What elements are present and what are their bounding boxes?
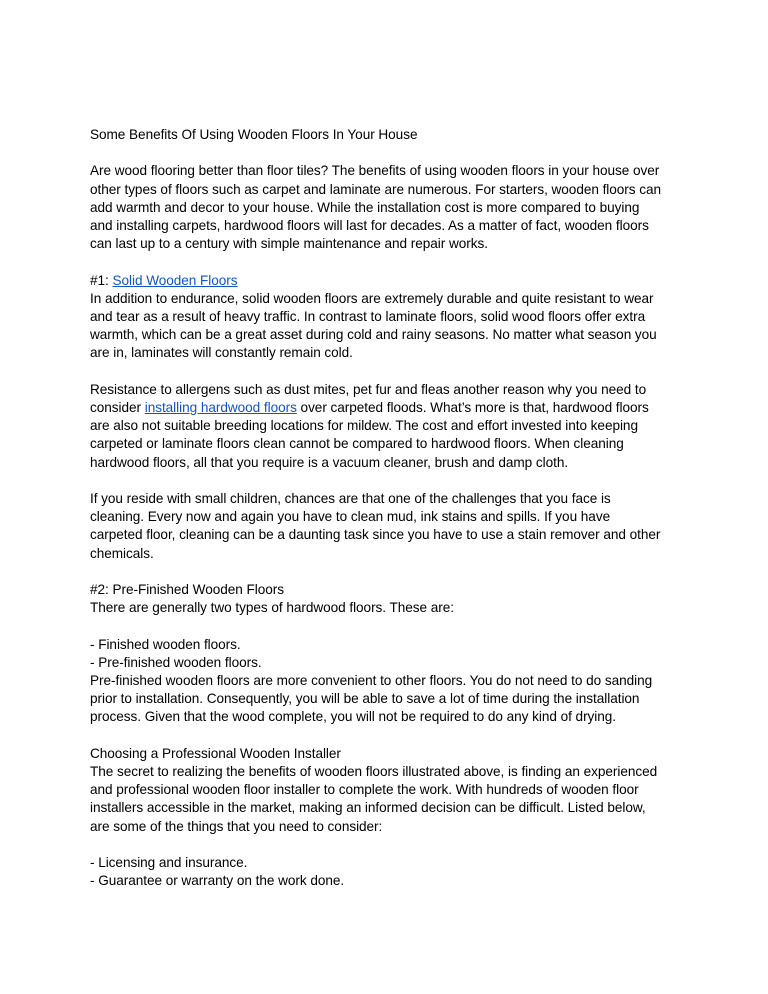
section1-p1-line: are in, laminates will constantly remain cold. bbox=[90, 345, 353, 361]
document-page bbox=[90, 126, 680, 890]
paragraph-gap bbox=[90, 363, 680, 381]
section2-p-line: process. Given that the wood complete, you will not be required to do any kind of drying. bbox=[90, 709, 617, 725]
section2-paragraph bbox=[90, 672, 680, 727]
section1-paragraph-3 bbox=[90, 490, 680, 563]
section1-p2-line: carpeted or laminate floors clean cannot be compared to hardwood floors. When cleaning bbox=[90, 436, 624, 452]
section2-heading: #2: Pre-Finished Wooden Floors bbox=[90, 582, 284, 597]
section3-p-line: The secret to realizing the benefits of wooden floors illustrated above, is finding an experienced bbox=[90, 764, 658, 779]
list-item: - Guarantee or warranty on the work done. bbox=[90, 873, 345, 889]
paragraph-gap bbox=[90, 253, 680, 271]
paragraph-gap bbox=[90, 472, 680, 490]
paragraph-gap bbox=[90, 144, 680, 162]
section2-p-line: prior to installation. Consequently, you will be able to save a lot of time during the installation bbox=[90, 691, 640, 707]
section1-p2-line: hardwood floors, all that you require is a vacuum cleaner, brush and damp cloth. bbox=[90, 454, 569, 470]
section2-p-line: Pre-finished wooden floors are more convenient to other floors. You do not need to do sanding bbox=[90, 673, 653, 688]
section1-heading bbox=[90, 272, 680, 290]
section3-heading: Choosing a Professional Wooden Installer bbox=[90, 745, 341, 761]
paragraph-gap bbox=[90, 617, 680, 635]
section1-p3-line: cleaning. Every now and again you have to clean mud, ink stains and spills. If you have bbox=[90, 509, 611, 525]
list-item: - Finished wooden floors. bbox=[90, 636, 241, 652]
intro-line: Are wood flooring better than floor tiles? The benefits of using wooden floors in your house over bbox=[90, 163, 660, 179]
paragraph-gap bbox=[90, 563, 680, 581]
intro-paragraph bbox=[90, 162, 680, 253]
section2-list bbox=[90, 636, 680, 672]
section1-p2-text-before-link: consider bbox=[90, 400, 145, 415]
document-title: Some Benefits Of Using Wooden Floors In Your House bbox=[90, 127, 418, 142]
section2-intro: There are generally two types of hardwood floors. These are: bbox=[90, 600, 454, 616]
intro-line: other types of floors such as carpet and laminate are numerous. For starters, wooden floors can bbox=[90, 181, 662, 197]
section1-p1-line: warmth, which can be a great asset during cold and rainy seasons. No matter what season you bbox=[90, 327, 657, 343]
section3-list bbox=[90, 854, 680, 890]
intro-line: can last up to a century with simple maintenance and repair works. bbox=[90, 236, 488, 252]
list-item: - Licensing and insurance. bbox=[90, 855, 248, 870]
intro-line: and installing carpets, hardwood floors will last for decades. As a matter of fact, wooden floors bbox=[90, 218, 649, 233]
solid-wooden-floors-link[interactable]: Solid Wooden Floors bbox=[112, 272, 238, 288]
section1-heading-prefix: #1: bbox=[90, 272, 113, 288]
section1-p2-line: are also not suitable breeding locations for mildew. The cost and effort invested into keeping bbox=[90, 418, 638, 434]
section1-p3-line: carpeted floor, cleaning can be a daunting task since you have to use a stain remover and other bbox=[90, 527, 661, 543]
section1-p3-line: chemicals. bbox=[90, 545, 154, 561]
section1-p3-line: If you reside with small children, chances are that one of the challenges that you face is bbox=[90, 491, 611, 506]
section1-p1-line: In addition to endurance, solid wooden floors are extremely durable and quite resistant to wear bbox=[90, 290, 654, 306]
paragraph-gap bbox=[90, 727, 680, 745]
section3-paragraph bbox=[90, 763, 680, 836]
section1-paragraph-2 bbox=[90, 381, 680, 472]
list-item: - Pre-finished wooden floors. bbox=[90, 654, 262, 670]
section3-p-line: are some of the things that you need to consider: bbox=[90, 818, 383, 834]
section3-p-line: and professional wooden floor installer to complete the work. With hundreds of wooden floor bbox=[90, 782, 639, 798]
section1-p2-line: Resistance to allergens such as dust mites, pet fur and fleas another reason why you need to bbox=[90, 381, 647, 397]
section3-p-line: installers accessible in the market, making an informed decision can be difficult. Listed below, bbox=[90, 800, 646, 816]
section1-p1-line: and tear as a result of heavy traffic. In contrast to laminate floors, solid wood floors offer extra bbox=[90, 309, 646, 324]
paragraph-gap bbox=[90, 836, 680, 854]
section1-paragraph-1 bbox=[90, 290, 680, 363]
section1-p2-text-after-link: over carpeted floods. What’s more is that, hardwood floors bbox=[296, 400, 649, 415]
section1-p2-line bbox=[90, 399, 680, 417]
intro-line: add warmth and decor to your house. While the installation cost is more compared to buying bbox=[90, 199, 640, 215]
installing-hardwood-floors-link[interactable]: installing hardwood floors bbox=[144, 400, 297, 415]
